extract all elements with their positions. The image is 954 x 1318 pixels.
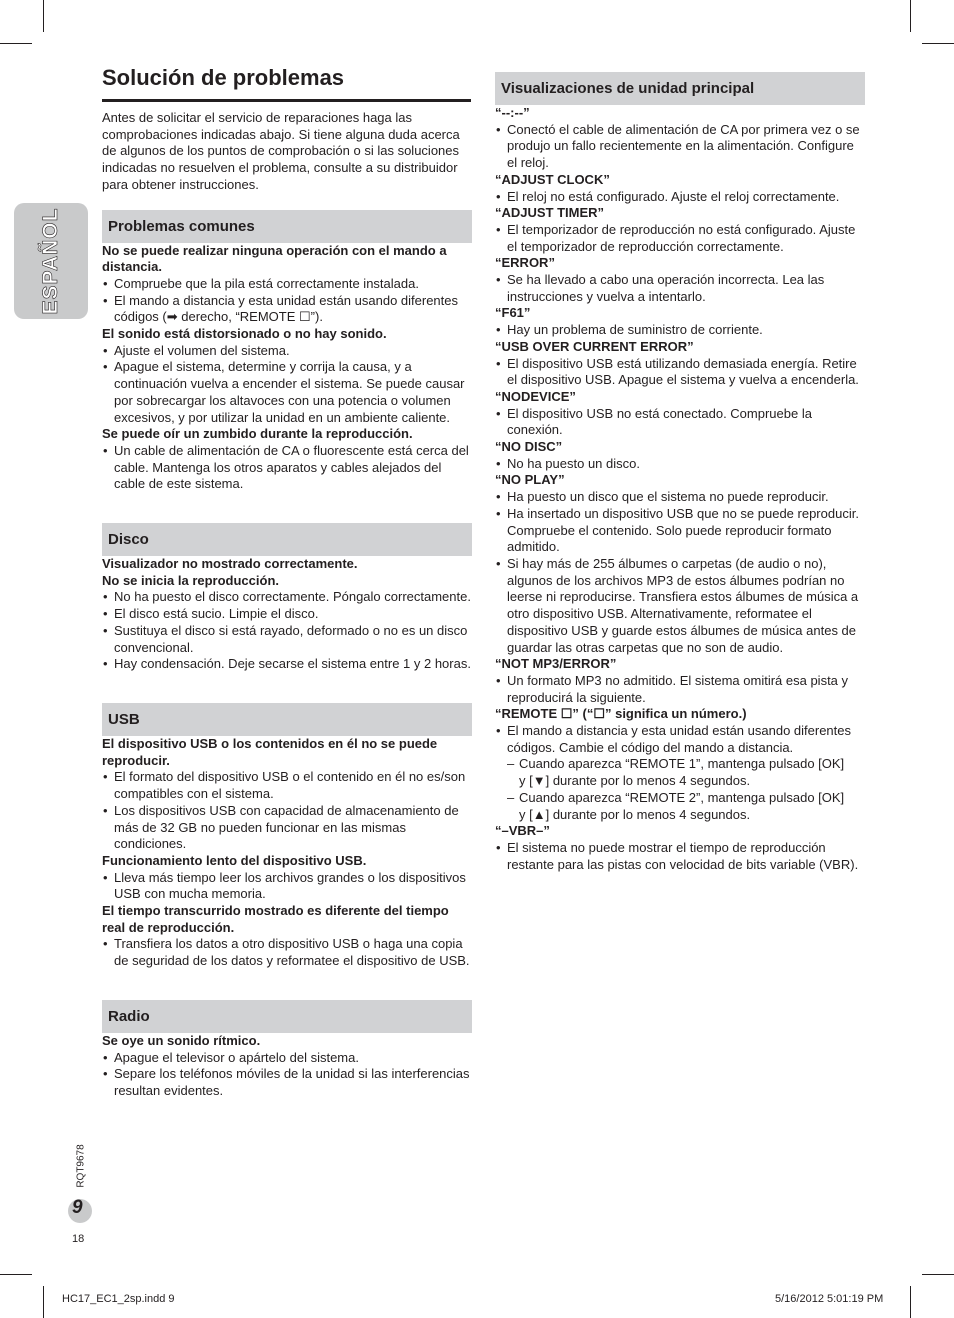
crop-mark (922, 1274, 954, 1275)
page-small-number: 18 (72, 1233, 85, 1245)
list-item: • Ajuste el volumen del sistema. (102, 343, 472, 360)
list-item: • El disco está sucio. Limpie el disco. (102, 606, 472, 623)
crop-mark (910, 1286, 911, 1318)
crop-mark (0, 1274, 32, 1275)
list-item: • El reloj no está configurado. Ajuste el reloj correctamente. (495, 189, 865, 206)
page-number-badge (68, 1199, 92, 1223)
crop-mark (910, 0, 911, 32)
page-title: Solución de problemas (102, 65, 345, 90)
display-code: “NO PLAY” (495, 472, 565, 488)
display-code: “NO DISC” (495, 439, 563, 455)
list-item: • El dispositivo USB no está conectado. Compruebe la conexión. (495, 406, 865, 439)
list-item: • Sustituya el disco si está rayado, deformado o no es un disco convencional. (102, 623, 472, 656)
list-item: • Compruebe que la pila está correctamente instalada. (102, 276, 472, 293)
problem-question: No se inicia la reproducción. (102, 572, 279, 588)
display-code: “ADJUST CLOCK” (495, 171, 610, 187)
title-rule (102, 99, 471, 102)
problem-question: El dispositivo USB o los contenidos en él no se puede reproducir. (102, 735, 438, 768)
language-tab-label: ESPAÑOL (39, 207, 62, 315)
crop-mark (922, 43, 954, 44)
list-item: • El mando a distancia y esta unidad están usando diferentes códigos (➡ derecho, “REMOTE ☐”). (102, 293, 472, 326)
crop-mark (43, 0, 44, 32)
display-code: “USB OVER CURRENT ERROR” (495, 338, 694, 354)
list-item: • Se ha llevado a cabo una operación incorrecta. Lea las instrucciones y vuelva a intentarlo. (495, 272, 865, 305)
section-heading-problemas-comunes: Problemas comunes (102, 210, 472, 243)
display-code: “ERROR” (495, 255, 555, 271)
display-code: “F61” (495, 305, 531, 321)
list-item: • Lleva más tiempo leer los archivos grandes o los dispositivos USB con mucha memoria. (102, 870, 472, 903)
right-column (495, 72, 865, 873)
left-column (102, 110, 472, 1100)
list-item: • Un formato MP3 no admitido. El sistema omitirá esa pista y reproducirá la siguiente. (495, 673, 865, 706)
section-heading-usb: USB (102, 703, 472, 736)
dash-item-continuation: y [▲] durante por lo menos 4 segundos. (519, 806, 751, 822)
display-code: “ADJUST TIMER” (495, 205, 605, 221)
list-item: • No ha puesto el disco correctamente. Póngalo correctamente. (102, 589, 472, 606)
page-number: 9 (72, 1197, 83, 1218)
list-item: • Hay condensación. Deje secarse el sistema entre 1 y 2 horas. (102, 656, 472, 673)
intro-paragraph: Antes de solicitar el servicio de reparaciones haga las comprobaciones indicadas abajo. Si tiene alguna duda acerca de algunos de los puntos de comprobación o si las soluciones indicadas no resuelven el problema, consulte a su distribuidor para obtener instrucciones. (102, 110, 460, 192)
problem-question: Se oye un sonido rítmico. (102, 1032, 261, 1048)
list-item: • Ha insertado un dispositivo USB que no se puede reproducir. Compruebe el contenido. Solo puede reproducir formato admitido. (495, 506, 865, 556)
document-code: RQT9678 (75, 1144, 87, 1188)
footer-file-info: HC17_EC1_2sp.indd 9 (62, 1293, 175, 1305)
list-item: • Hay un problema de suministro de corriente. (495, 322, 865, 339)
list-item: • Conectó el cable de alimentación de CA por primera vez o se produjo un fallo recientemente en la alimentación. Configure el reloj. (495, 122, 865, 172)
problem-question: Funcionamiento lento del dispositivo USB. (102, 852, 367, 868)
dash-item: – Cuando aparezca “REMOTE 1”, mantenga pulsado [OK] (495, 756, 865, 773)
list-item: • Apague el sistema, determine y corrija la causa, y a continuación vuelva a encender el sistema. Se puede causar por sobrecargar los altavoces con una potencia o volumen excesivos, y por utilizar la unidad en un ambiente caliente. (102, 359, 472, 426)
section-heading-visualizaciones: Visualizaciones de unidad principal (495, 72, 865, 105)
list-item: • Los dispositivos USB con capacidad de almacenamiento de más de 32 GB no pueden funcionar en las mismas condiciones. (102, 803, 472, 853)
list-item: • Si hay más de 255 álbumes o carpetas (de audio o no), algunos de los archivos MP3 de estos álbumes podrían no leerse ni reproducirse. Transfiera estos álbumes de música a otro dispositivo USB. Alternativamente, reformatee el dispositivo USB y guarde estos álbumes de música antes de guardar las otras carpetas que no son de audio. (495, 556, 865, 656)
dash-item-continuation: y [▼] durante por lo menos 4 segundos. (519, 773, 751, 789)
list-item: • El formato del dispositivo USB o el contenido en él no es/son compatibles con el sistema. (102, 769, 472, 802)
problem-question: Se puede oír un zumbido durante la reproducción. (102, 426, 413, 442)
footer-timestamp: 5/16/2012 5:01:19 PM (775, 1293, 884, 1305)
list-item: • Apague el televisor o apártelo del sistema. (102, 1050, 472, 1067)
crop-mark (0, 43, 32, 44)
list-item: • Separe los teléfonos móviles de la unidad si las interferencias resultan evidentes. (102, 1066, 472, 1099)
language-tab (14, 203, 88, 319)
display-code: “–VBR–” (495, 823, 550, 839)
display-code: “REMOTE ☐” (“☐” significa un número.) (495, 706, 747, 722)
list-item: • Ha puesto un disco que el sistema no puede reproducir. (495, 489, 865, 506)
section-heading-radio: Radio (102, 1000, 472, 1033)
section-heading-disco: Disco (102, 523, 472, 556)
list-item: • No ha puesto un disco. (495, 456, 865, 473)
display-code: “--:--” (495, 105, 530, 120)
list-item: • El mando a distancia y esta unidad están usando diferentes códigos. Cambie el código del mando a distancia. (495, 723, 865, 756)
list-item: • El sistema no puede mostrar el tiempo de reproducción restante para las pistas con velocidad de bits variable (VBR). (495, 840, 865, 873)
display-code: “NOT MP3/ERROR” (495, 656, 617, 672)
list-item: • Un cable de alimentación de CA o fluorescente está cerca del cable. Mantenga los otros aparatos y cables alejados del cable de este sistema. (102, 443, 472, 493)
list-item: • El dispositivo USB está utilizando demasiada energía. Retire el dispositivo USB. Apague el sistema y vuelva a encenderla. (495, 356, 865, 389)
crop-mark (43, 1286, 44, 1318)
problem-question: El sonido está distorsionado o no hay sonido. (102, 326, 387, 342)
dash-item: – Cuando aparezca “REMOTE 2”, mantenga pulsado [OK] (495, 790, 865, 807)
list-item: • El temporizador de reproducción no está configurado. Ajuste el temporizador de reproducción correctamente. (495, 222, 865, 255)
problem-question: El tiempo transcurrido mostrado es diferente del tiempo real de reproducción. (102, 903, 449, 935)
problem-question: Visualizador no mostrado correctamente. (102, 556, 358, 572)
display-code: “NODEVICE” (495, 388, 576, 404)
problem-question: No se puede realizar ninguna operación con el mando a distancia. (102, 242, 447, 275)
list-item: • Transfiera los datos a otro dispositivo USB o haga una copia de seguridad de los datos y reformatee el dispositivo de USB. (102, 936, 472, 969)
